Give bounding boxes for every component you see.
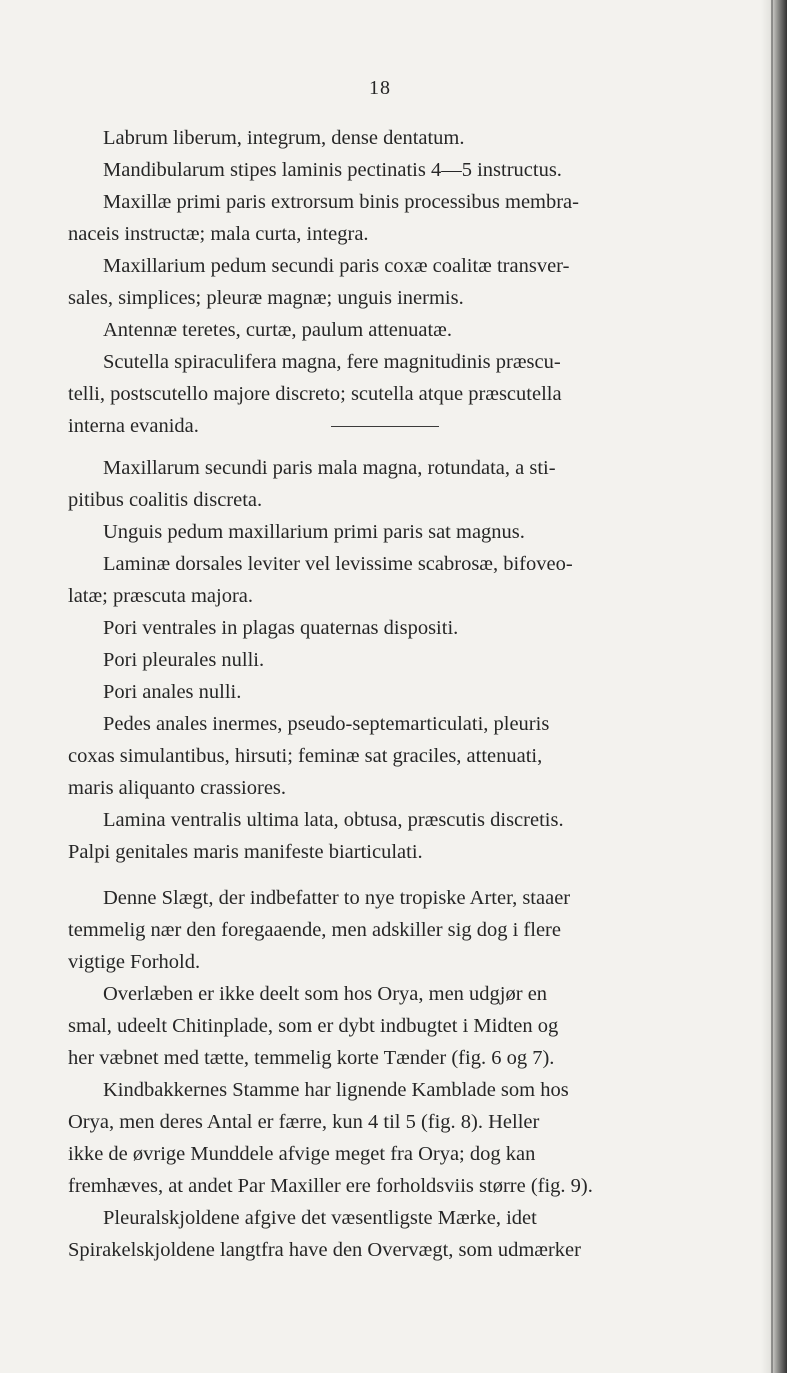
text-line: telli, postscutello majore discreto; scutella atque præscutella <box>68 383 562 405</box>
text-line: Spirakelskjoldene langtfra have den Overvægt, som udmærker <box>68 1239 581 1261</box>
text-line: Pori ventrales in plagas quaternas dispositi. <box>103 617 459 639</box>
text-line: pitibus coalitis discreta. <box>68 489 263 511</box>
text-line: Lamina ventralis ultima lata, obtusa, præscutis discretis. <box>103 809 564 831</box>
text-line: Pori pleurales nulli. <box>103 649 265 671</box>
text-line: smal, udeelt Chitinplade, som er dybt indbugtet i Midten og <box>68 1015 559 1037</box>
section-divider <box>331 426 439 427</box>
text-line: Denne Slægt, der indbefatter to nye tropiske Arter, staaer <box>103 887 571 909</box>
text-line: Mandibularum stipes laminis pectinatis 4—5 instructus. <box>103 159 562 181</box>
text-line: Kindbakkernes Stamme har lignende Kamblade som hos <box>103 1079 569 1101</box>
text-line: sales, simplices; pleuræ magnæ; unguis inermis. <box>68 287 464 309</box>
text-line: Labrum liberum, integrum, dense dentatum. <box>103 127 465 149</box>
text-line: Pori anales nulli. <box>103 681 242 703</box>
text-line: latæ; præscuta majora. <box>68 585 254 607</box>
text-line: Maxillarum secundi paris mala magna, rotundata, a sti- <box>103 457 556 479</box>
text-line: Overlæben er ikke deelt som hos Orya, men udgjør en <box>103 983 548 1005</box>
text-line: Orya, men deres Antal er færre, kun 4 til 5 (fig. 8). Heller <box>68 1111 540 1133</box>
text-line: interna evanida. <box>68 415 199 437</box>
text-line: vigtige Forhold. <box>68 951 201 973</box>
page-number: 18 <box>369 77 391 99</box>
text-line: Pleuralskjoldene afgive det væsentligste Mærke, idet <box>103 1207 537 1229</box>
page-edge-shadow <box>761 0 787 1373</box>
text-line: Antennæ teretes, curtæ, paulum attenuatæ. <box>103 319 452 341</box>
text-line: temmelig nær den foregaaende, men adskiller sig dog i flere <box>68 919 561 941</box>
text-line: naceis instructæ; mala curta, integra. <box>68 223 369 245</box>
text-line: Palpi genitales maris manifeste biarticulati. <box>68 841 423 863</box>
page-edge-line <box>771 0 773 1373</box>
text-line: coxas simulantibus, hirsuti; feminæ sat graciles, attenuati, <box>68 745 543 767</box>
text-line: Maxillæ primi paris extrorsum binis processibus membra- <box>103 191 579 213</box>
text-line: maris aliquanto crassiores. <box>68 777 287 799</box>
text-line: ikke de øvrige Munddele afvige meget fra Orya; dog kan <box>68 1143 536 1165</box>
text-line: fremhæves, at andet Par Maxiller ere forholdsviis større (fig. 9). <box>68 1175 593 1197</box>
text-line: her væbnet med tætte, temmelig korte Tænder (fig. 6 og 7). <box>68 1047 555 1069</box>
text-line: Unguis pedum maxillarium primi paris sat magnus. <box>103 521 525 543</box>
text-line: Pedes anales inermes, pseudo-septemarticulati, pleuris <box>103 713 550 735</box>
text-line: Laminæ dorsales leviter vel levissime scabrosæ, bifoveo- <box>103 553 573 575</box>
text-line: Scutella spiraculifera magna, fere magnitudinis præscu- <box>103 351 561 373</box>
text-line: Maxillarium pedum secundi paris coxæ coalitæ transver- <box>103 255 570 277</box>
